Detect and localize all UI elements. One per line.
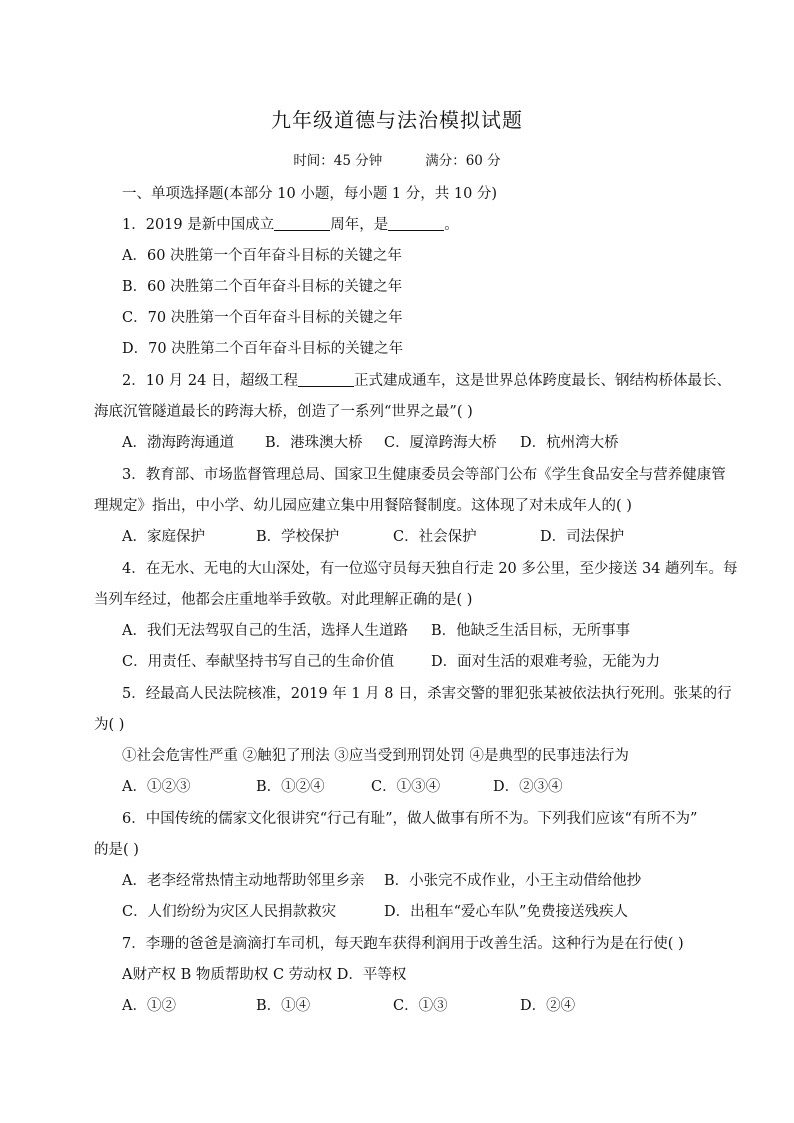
q6-option-a: A．老李经常热情主动地帮助邻里乡亲 xyxy=(122,873,365,889)
q2-option-a: A．渤海跨海通道 xyxy=(122,435,234,451)
q1-option-b: B．60 决胜第二个百年奋斗目标的关键之年 xyxy=(122,279,403,295)
q1-option-d: D．70 决胜第二个百年奋斗目标的关键之年 xyxy=(122,341,404,357)
q5-statements: ①社会危害性严重 ②触犯了刑法 ③应当受到刑罚处罚 ④是典型的民事违法行为 xyxy=(122,748,629,764)
question-3: 3．教育部、市场监督管理总局、国家卫生健康委员会等部门公布《学生食品安全与营养健康管 xyxy=(122,467,726,483)
q4-option-b: B．他缺乏生活目标，无所事事 xyxy=(431,623,631,639)
question-4: 4．在无水、无电的大山深处，有一位巡守员每天独自行走 20 多公里，至少接送 34 趟列车。每 xyxy=(122,561,738,577)
page-title: 九年级道德与法治模拟试题 xyxy=(271,108,523,132)
q1-option-c: C．70 决胜第一个百年奋斗目标的关键之年 xyxy=(122,310,403,326)
q7-statements: A财产权 B 物质帮助权 C 劳动权 D．平等权 xyxy=(122,967,407,983)
question-6-cont: 的是( ) xyxy=(94,842,139,858)
question-1: 1．2019 是新中国成立 周年，是 。 xyxy=(122,217,459,233)
question-2-cont: 海底沉管隧道最长的跨海大桥，创造了一系列“世界之最”( ) xyxy=(94,404,473,420)
q3-option-b: B．学校保护 xyxy=(256,529,340,545)
q7-option-c: C．①③ xyxy=(393,998,448,1014)
q5-option-b: B．①②④ xyxy=(256,779,325,795)
answer-blank xyxy=(298,372,354,387)
q3-option-a: A．家庭保护 xyxy=(122,529,205,545)
q6-option-b: B．小张完不成作业，小王主动借给他抄 xyxy=(384,873,642,889)
q5-option-d: D．②③④ xyxy=(493,779,563,795)
q3-option-c: C．社会保护 xyxy=(393,529,477,545)
question-2: 2．10 月 24 日，超级工程 正式建成通车，这是世界总体跨度最长、钢结构桥体最长、 xyxy=(122,373,731,389)
q7-option-b: B．①④ xyxy=(256,998,311,1014)
q5-option-a: A．①②③ xyxy=(122,779,191,795)
q6-option-c: C．人们纷纷为灾区人民捐款救灾 xyxy=(122,904,337,920)
q5-option-c: C．①③④ xyxy=(371,779,441,795)
q4-option-a: A．我们无法驾驭自己的生活，选择人生道路 xyxy=(122,623,408,639)
exam-meta: 时间：45 分钟 满分：60 分 xyxy=(293,153,501,169)
q2-option-c: C．厦漳跨海大桥 xyxy=(384,435,497,451)
q7-option-a: A．①② xyxy=(122,998,176,1014)
q2-option-b: B．港珠澳大桥 xyxy=(265,435,363,451)
q4-option-d: D．面对生活的艰难考验，无能为力 xyxy=(431,654,661,670)
q1-option-a: A．60 决胜第一个百年奋斗目标的关键之年 xyxy=(122,248,403,264)
q3-option-d: D．司法保护 xyxy=(540,529,625,545)
question-7: 7．李珊的爸爸是滴滴打车司机，每天跑车获得利润用于改善生活。这种行为是在行使( ) xyxy=(122,936,684,952)
question-5-cont: 为( ) xyxy=(94,717,125,733)
q2-option-d: D．杭州湾大桥 xyxy=(520,435,619,451)
q4-option-c: C．用责任、奉献坚持书写自己的生命价值 xyxy=(122,654,395,670)
question-4-cont: 当列车经过，他都会庄重地举手致敬。对此理解正确的是( ) xyxy=(94,592,473,608)
section-heading: 一、单项选择题(本部分 10 小题，每小题 1 分，共 10 分) xyxy=(122,186,498,202)
question-6: 6．中国传统的儒家文化很讲究“行己有耻”，做人做事有所不为。下列我们应该“有所不为” xyxy=(122,811,698,827)
answer-blank xyxy=(388,216,444,231)
question-5: 5．经最高人民法院核准，2019 年 1 月 8 日，杀害交警的罪犯张某被依法执行死刑。张某的行 xyxy=(122,686,732,702)
answer-blank xyxy=(274,216,330,231)
question-3-cont: 理规定》指出，中小学、幼儿园应建立集中用餐陪餐制度。这体现了对未成年人的( ) xyxy=(94,498,632,514)
q6-option-d: D．出租车“爱心车队”免费接送残疾人 xyxy=(384,904,628,920)
q7-option-d: D．②④ xyxy=(520,998,576,1014)
